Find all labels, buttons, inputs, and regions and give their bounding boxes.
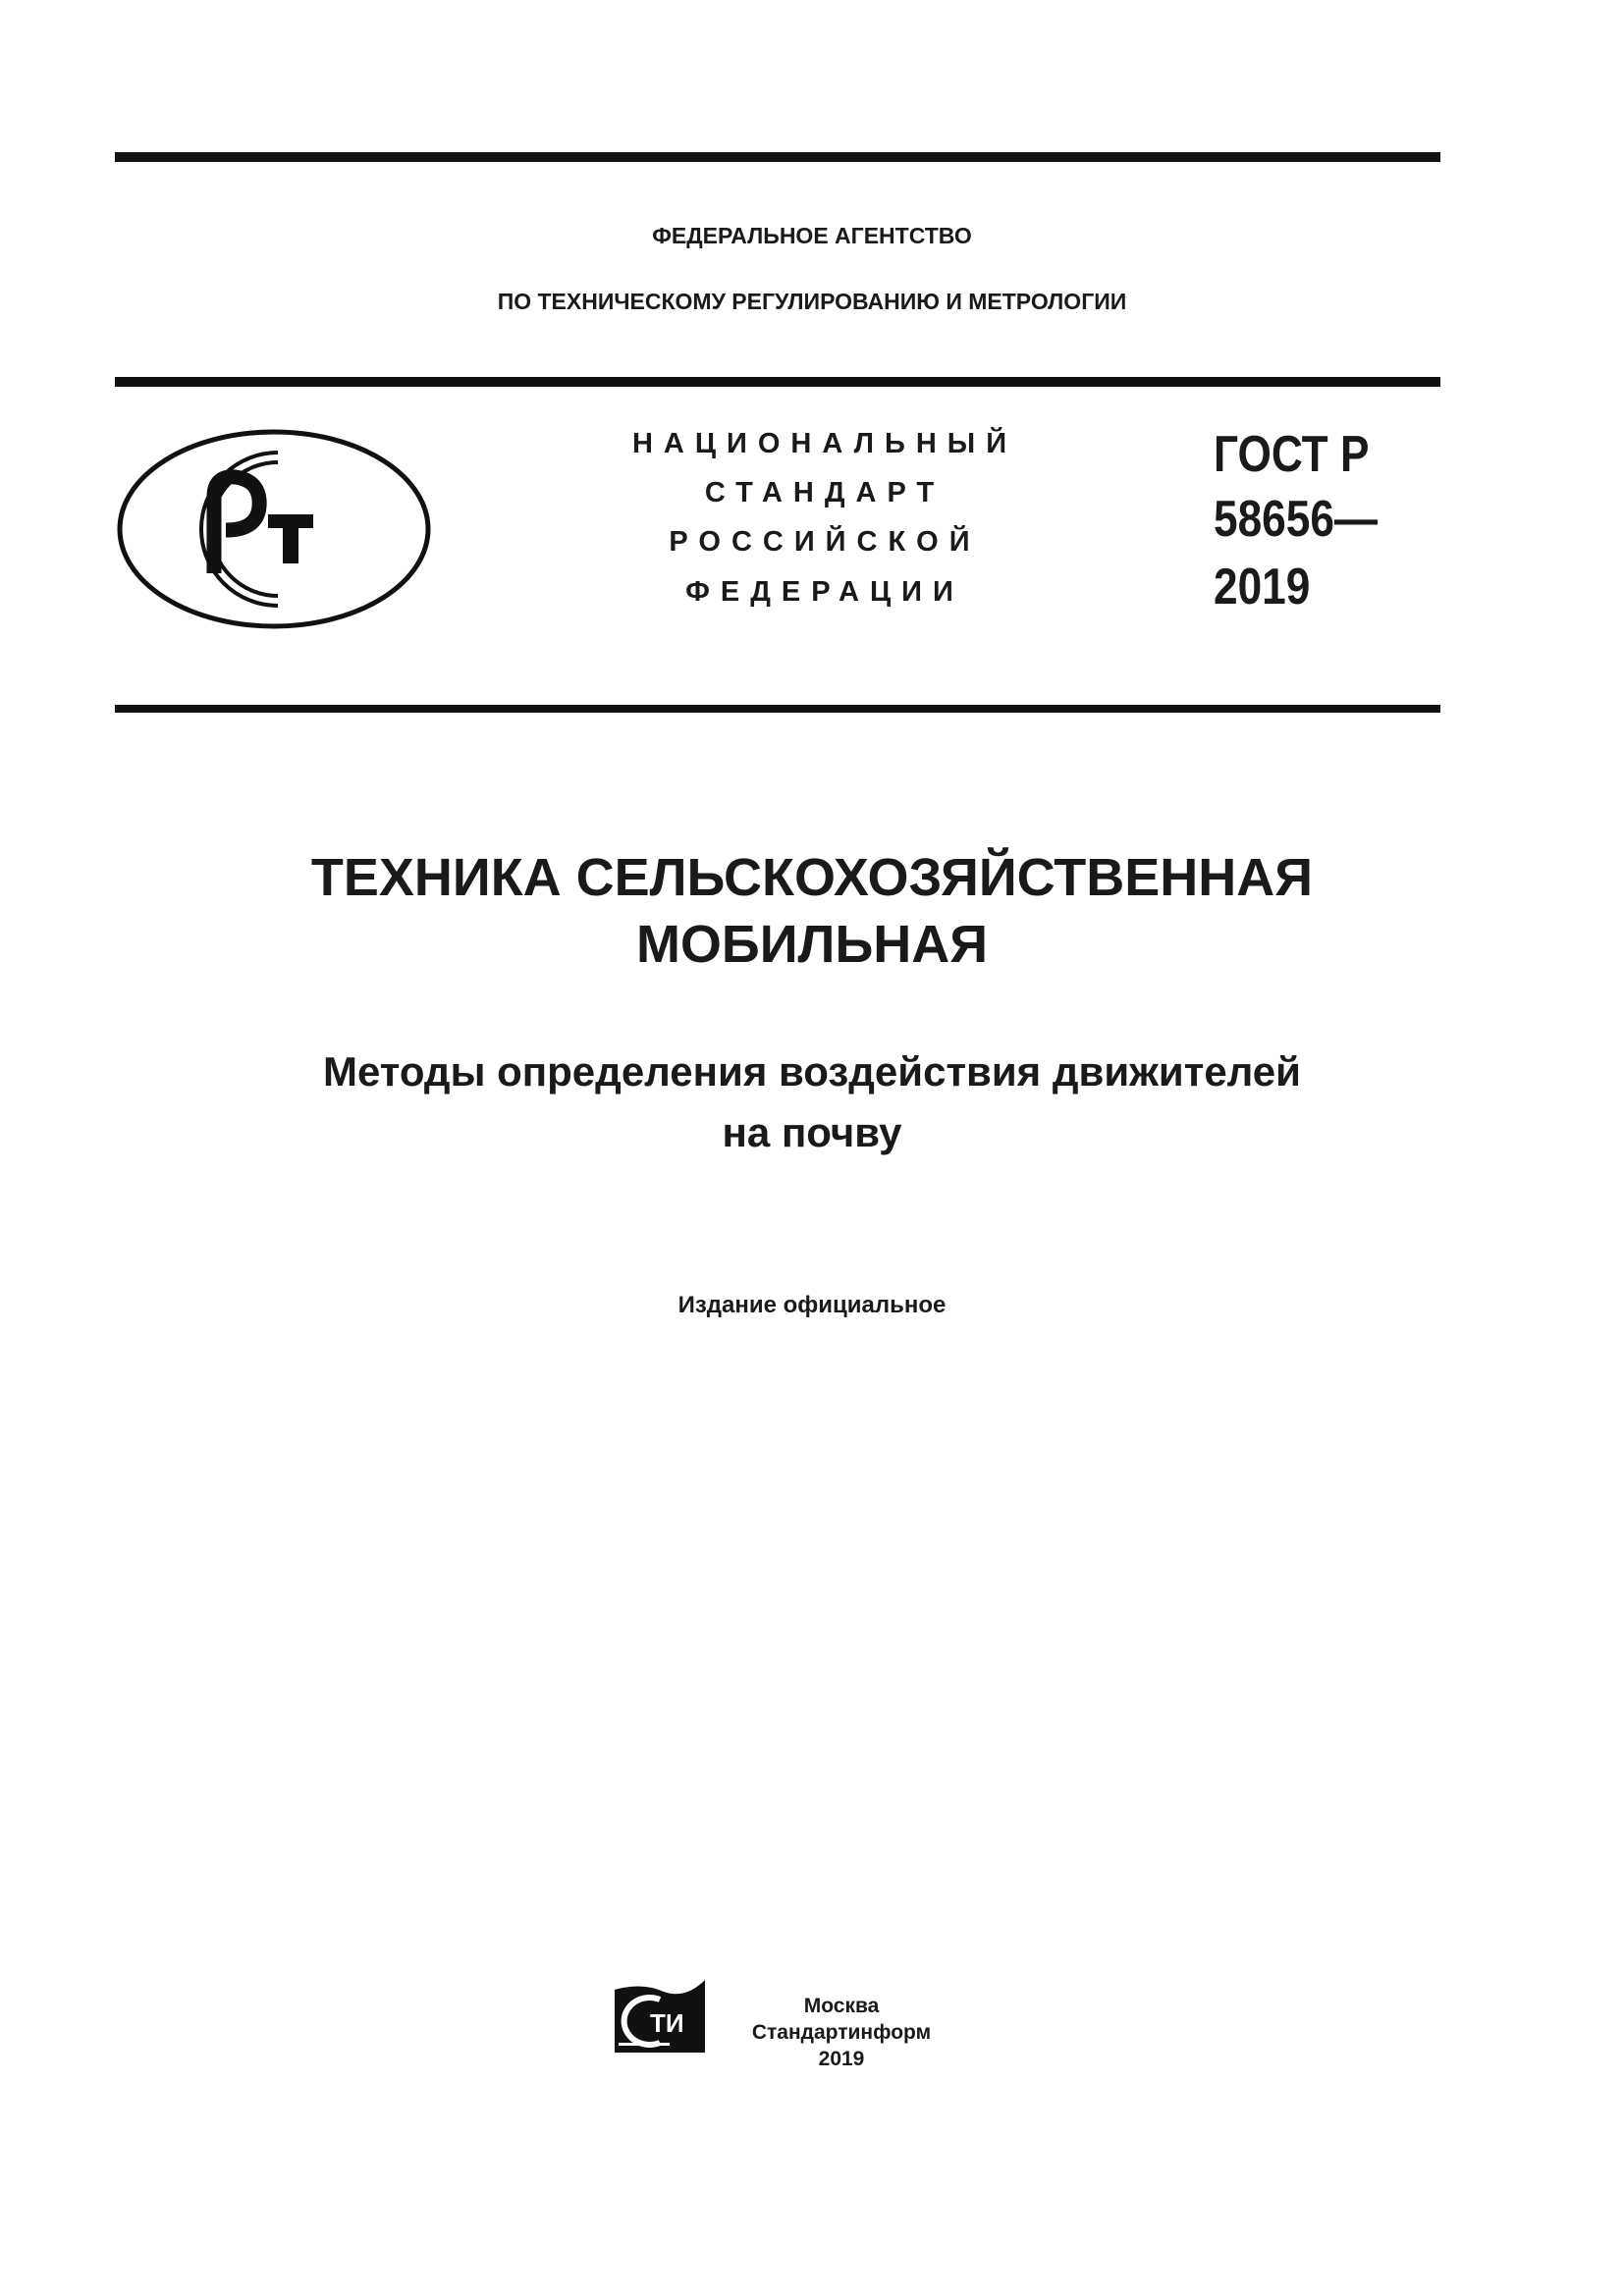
- designation-line-1: ГОСТ Р: [1214, 426, 1370, 483]
- top-rule: [115, 152, 1440, 162]
- designation-line-3: 2019: [1214, 559, 1311, 615]
- edition-label: Издание официальное: [677, 1292, 947, 1318]
- publisher-year: 2019: [818, 2048, 865, 2070]
- national-line-1: НАЦИОНАЛЬНЫЙ: [631, 428, 1018, 459]
- title-line-1: ТЕХНИКА СЕЛЬСКОХОЗЯЙСТВЕННАЯ: [310, 848, 1314, 907]
- header-rule: [115, 377, 1440, 387]
- national-line-2: СТАНДАРТ: [704, 477, 946, 508]
- publisher-name: Стандартинформ: [751, 2021, 932, 2044]
- national-line-4: ФЕДЕРАЦИИ: [685, 576, 964, 608]
- agency-line-2: ПО ТЕХНИЧЕСКОМУ РЕГУЛИРОВАНИЮ И МЕТРОЛОГИИ: [497, 289, 1127, 314]
- subtitle-line-2: на почву: [722, 1109, 902, 1155]
- designation-line-2: 58656—: [1214, 491, 1379, 548]
- title-line-2: МОБИЛЬНАЯ: [635, 915, 989, 974]
- agency-line-1: ФЕДЕРАЛЬНОЕ АГЕНТСТВО: [652, 223, 972, 248]
- rst-logo-icon: [116, 428, 432, 630]
- svg-text:ТИ: ТИ: [650, 2008, 684, 2038]
- publisher-city: Москва: [803, 1995, 880, 2017]
- block-rule: [115, 705, 1440, 713]
- subtitle-line-1: Методы определения воздействия движителей: [323, 1048, 1301, 1095]
- standartinform-logo-icon: [613, 1978, 707, 2055]
- national-line-3: РОССИЙСКОЙ: [669, 526, 981, 558]
